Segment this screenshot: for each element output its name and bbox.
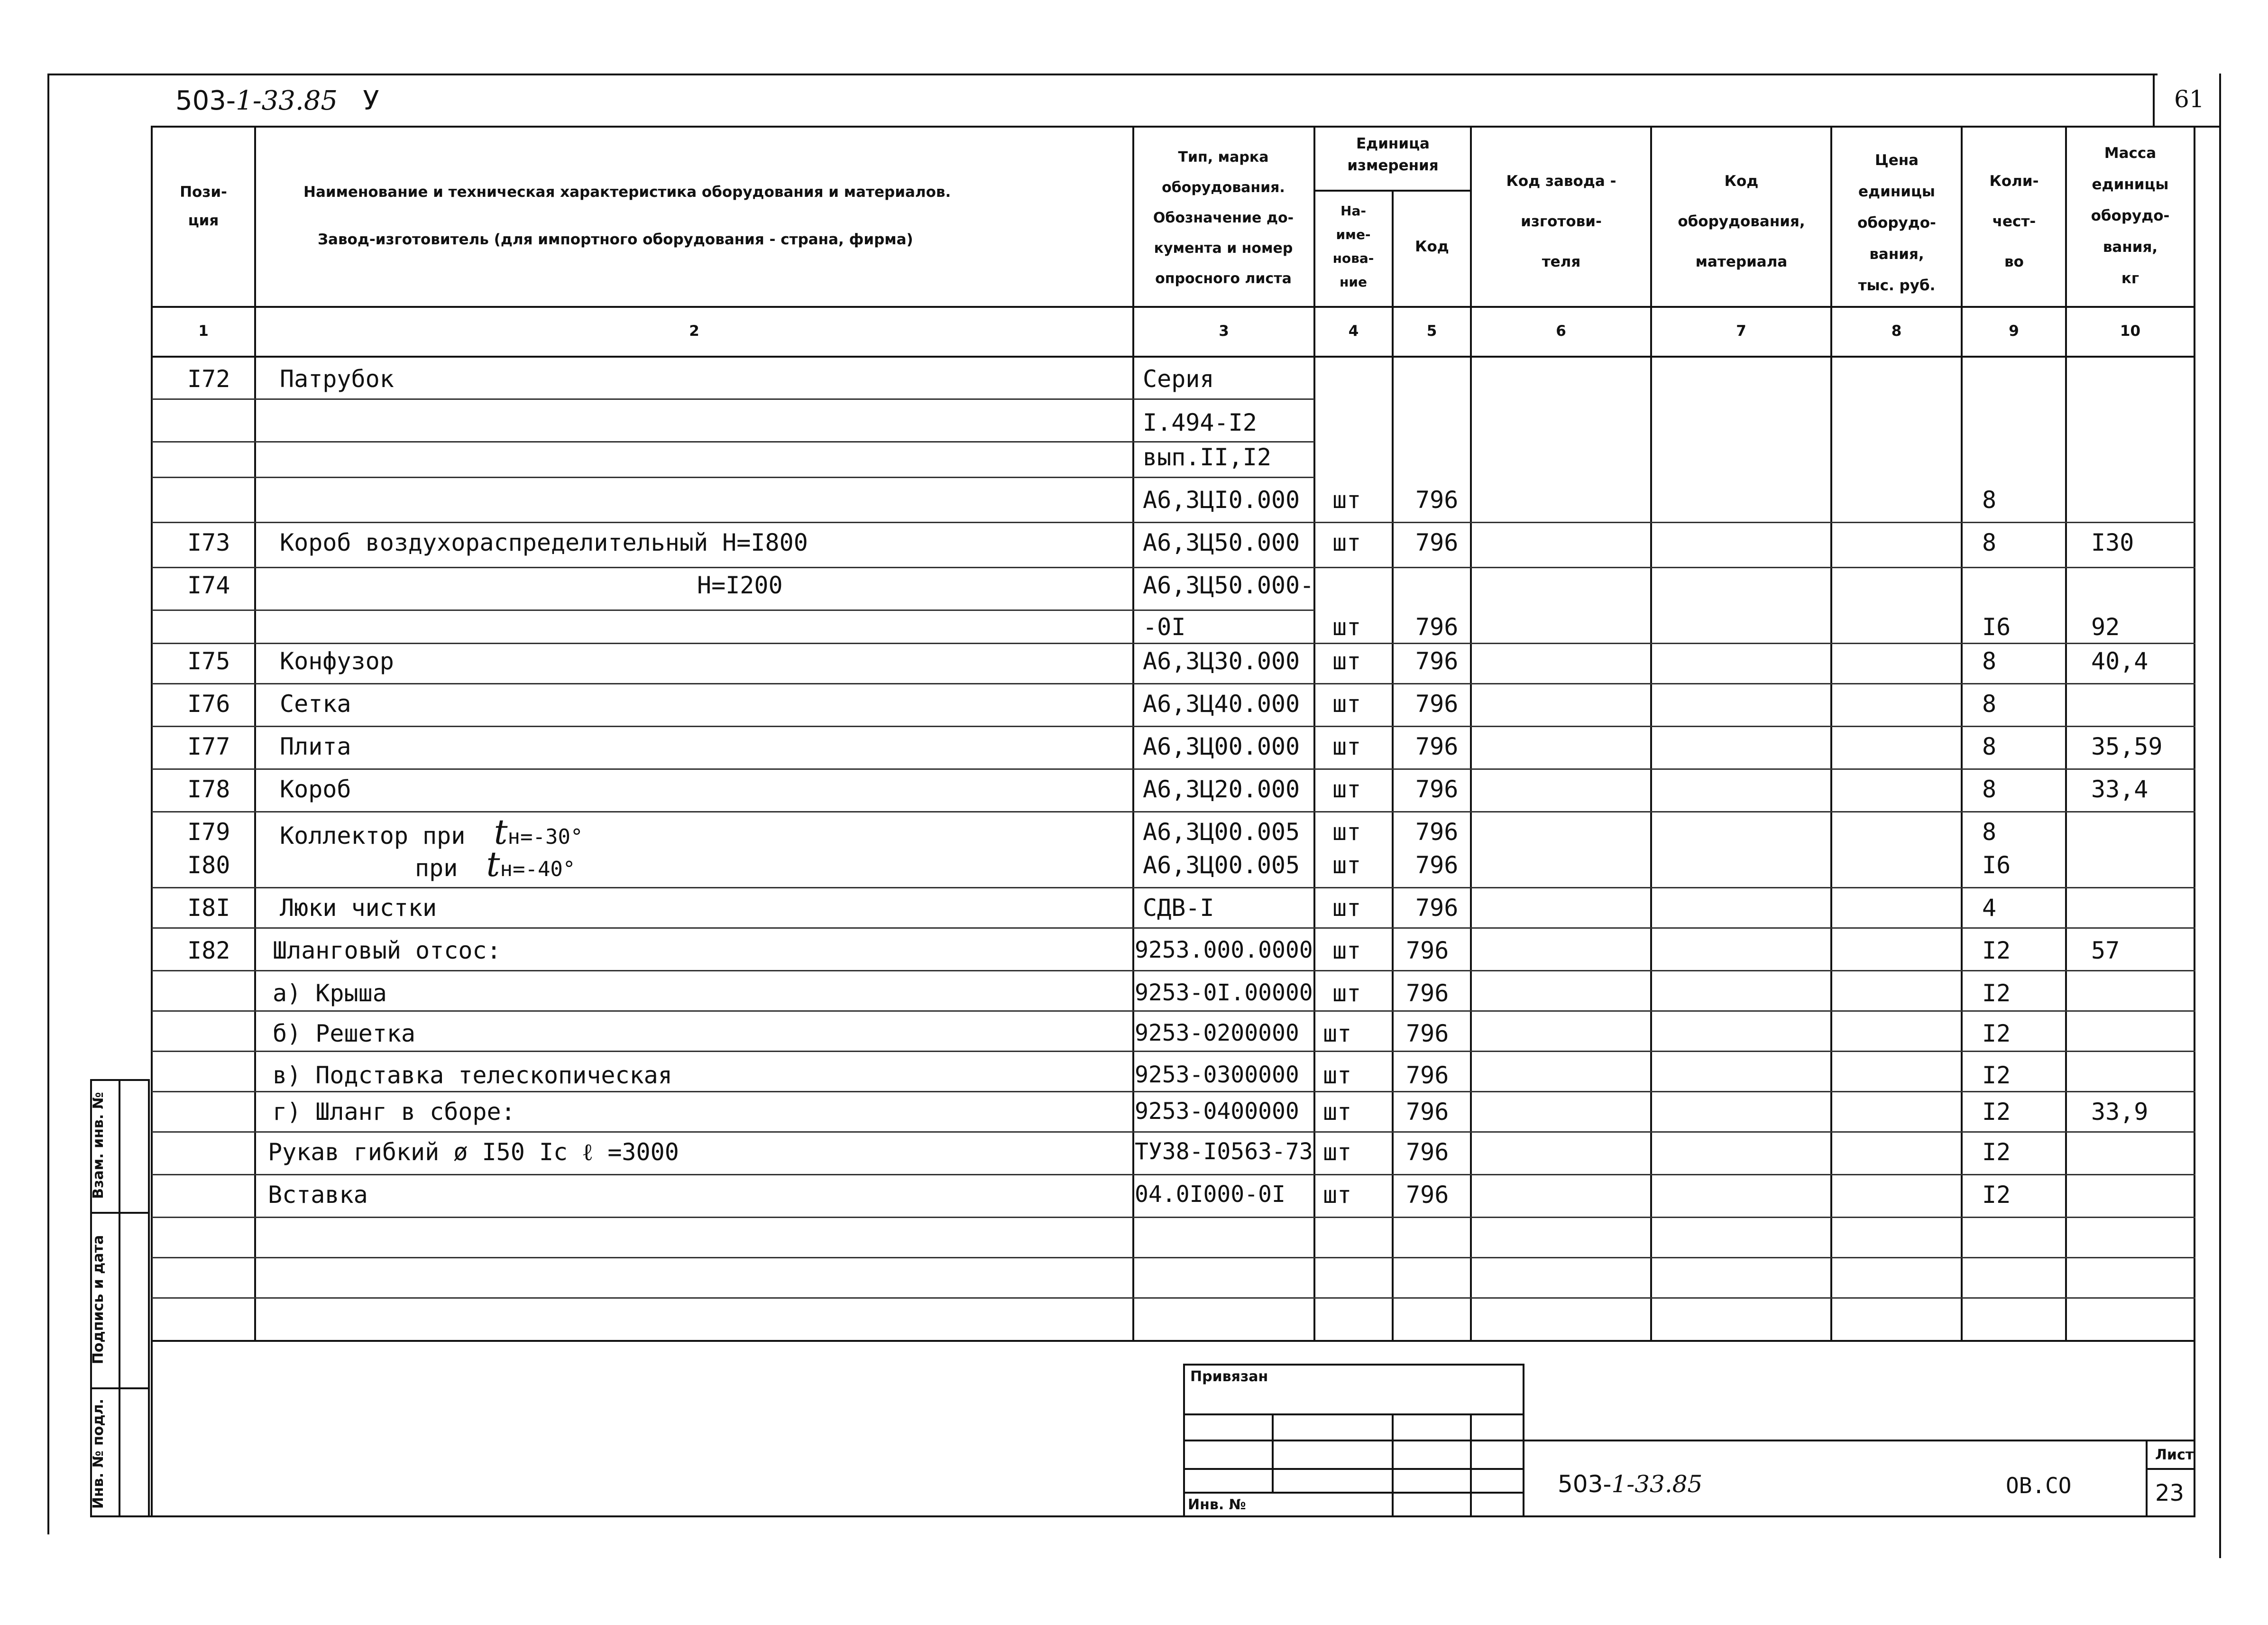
cell-type: ТУ38-I0563-73 — [1135, 1138, 1313, 1165]
cell-pos: I72 — [187, 365, 230, 393]
cell-code: 796 — [1415, 851, 1459, 879]
row-divider — [152, 643, 2195, 644]
stamp-line — [1183, 1492, 1524, 1494]
cell-type: А6,3Ц00.005 — [1143, 818, 1300, 846]
header-col6: Код завода - изготови- теля — [1506, 173, 1616, 270]
cell-qty: 8 — [1982, 486, 1997, 514]
cell-qty: 8 — [1982, 690, 1997, 718]
row-divider — [152, 522, 2195, 523]
row-divider — [152, 477, 1314, 478]
cell-pos: I82 — [187, 937, 230, 964]
cell-name: г) Шланг в сборе: — [273, 1098, 515, 1126]
cell-type: 9253-0I.00000 — [1135, 979, 1313, 1006]
col-line-7 — [1830, 126, 1832, 1341]
cell-type: 9253-0300000 — [1135, 1062, 1299, 1088]
row-divider — [152, 1010, 2195, 1012]
cell-unit: шт — [1332, 647, 1361, 675]
sheet-label: Лист — [2155, 1447, 2194, 1463]
header-col7: Код оборудования, материала — [1678, 173, 1805, 270]
cell-type: Серия — [1143, 365, 1214, 393]
cell-type: 9253-0400000 — [1135, 1098, 1299, 1125]
cell-pos: I78 — [187, 776, 230, 803]
cell-pos: I75 — [187, 647, 230, 675]
col-line-10 — [2194, 126, 2195, 1515]
cell-qty: I2 — [1982, 979, 2011, 1007]
cell-pos: I76 — [187, 690, 230, 718]
cell-qty: I2 — [1982, 937, 2011, 964]
cell-pos: I77 — [187, 733, 230, 760]
header-col5: Код — [1415, 238, 1449, 255]
cell-mass: 92 — [2091, 613, 2120, 641]
cell-qty: I2 — [1982, 1062, 2011, 1089]
colnum-3: 3 — [1219, 323, 1229, 340]
row-divider — [152, 970, 2195, 971]
cell-mass: 35,59 — [2091, 733, 2163, 760]
cell-name: Рукав гибкий ø I50 Iс ℓ =3000 — [268, 1138, 679, 1166]
header-col8: Цена единицы оборудо- вания, тыс. руб. — [1857, 152, 1936, 294]
row-divider — [152, 1131, 2195, 1133]
cell-qty: 8 — [1982, 647, 1997, 675]
row-divider — [152, 768, 2195, 770]
cell-unit: шт — [1332, 486, 1361, 514]
cell-unit: шт — [1332, 979, 1361, 1007]
cell-code: 796 — [1415, 613, 1459, 641]
colnum-8: 8 — [1891, 323, 1902, 340]
cell-code: 796 — [1406, 1098, 1449, 1126]
header-col4: На- име- нова- ние — [1332, 203, 1374, 290]
cell-code: 796 — [1415, 529, 1459, 556]
cell-unit: шт — [1332, 776, 1361, 803]
side-stamp-line — [90, 1212, 150, 1214]
cell-code: 796 — [1406, 937, 1449, 964]
row-divider — [152, 398, 1314, 400]
cell-name: Коллектор при tн=-30° — [280, 812, 583, 852]
cell-mass: 57 — [2091, 937, 2120, 964]
stamp-line — [1183, 1413, 1524, 1415]
cell-unit: шт — [1332, 529, 1361, 556]
cell-code: 796 — [1415, 894, 1459, 922]
row-divider — [152, 609, 1314, 611]
cell-qty: I2 — [1982, 1181, 2011, 1209]
row-divider — [152, 887, 2195, 888]
col-line-1 — [254, 126, 256, 1341]
cell-qty: 8 — [1982, 529, 1997, 556]
cell-type: А6,3Ц50.000 — [1143, 529, 1300, 556]
cell-name: а) Крыша — [273, 979, 387, 1007]
footer-code: 503-1-33.85 — [1558, 1470, 1703, 1498]
cell-mass: 33,9 — [2091, 1098, 2149, 1126]
cell-qty: I2 — [1982, 1020, 2011, 1047]
cell-type: -0I — [1143, 613, 1186, 641]
cell-code: 796 — [1415, 690, 1459, 718]
cell-type: СДВ-I — [1143, 894, 1214, 922]
stamp-privyazan: Привязан — [1190, 1368, 1268, 1385]
cell-pos: I79 — [187, 818, 230, 846]
cell-pos: I8I — [187, 894, 230, 922]
cell-name: Патрубок — [280, 365, 394, 393]
row-divider — [152, 1051, 2195, 1052]
colnum-4: 4 — [1348, 323, 1359, 340]
col-line-4 — [1392, 190, 1394, 1341]
cell-code: 796 — [1406, 1062, 1449, 1089]
cell-code: 796 — [1415, 647, 1459, 675]
cell-type: А6,3Ц50.000- — [1143, 572, 1314, 599]
numbers-bottom-line — [152, 356, 2195, 358]
header-col2: Наименование и техническая характеристика оборудования и материалов. Завод-изготовитель (для импортного оборудования - страна, фирма) — [303, 184, 951, 248]
cell-type: вып.II,I2 — [1143, 443, 1271, 471]
cell-name: Люки чистки — [280, 894, 437, 922]
cell-type: А6,3Ц40.000 — [1143, 690, 1300, 718]
cell-type: А6,3Ц30.000 — [1143, 647, 1300, 675]
cell-unit: шт — [1323, 1062, 1352, 1089]
stamp-line — [1183, 1468, 1524, 1470]
col-line-6 — [1650, 126, 1652, 1341]
footer-sheet-code: ОВ.СО — [2006, 1473, 2072, 1498]
cell-name: в) Подставка телескопическая — [273, 1062, 672, 1089]
cell-pos: I80 — [187, 851, 230, 879]
col-line-3 — [1313, 126, 1315, 1341]
page-frame-left — [47, 74, 49, 1534]
cell-qty: I2 — [1982, 1138, 2011, 1166]
cell-unit: шт — [1323, 1138, 1352, 1166]
cell-unit: шт — [1332, 937, 1361, 964]
cell-unit: шт — [1332, 690, 1361, 718]
cell-qty: I6 — [1982, 851, 2011, 879]
stamp-col — [1272, 1413, 1274, 1492]
cell-qty: 8 — [1982, 818, 1997, 846]
colnum-2: 2 — [689, 323, 699, 340]
cell-type: 04.0I000-0I — [1135, 1181, 1286, 1208]
cell-code: 796 — [1406, 1020, 1449, 1047]
cell-code: 796 — [1415, 776, 1459, 803]
cell-mass: 33,4 — [2091, 776, 2149, 803]
table-bottom-line — [152, 1340, 2195, 1342]
header-col3: Тип, марка оборудования. Обозначение до- кумента и номер опросного листа — [1153, 149, 1294, 287]
colnum-6: 6 — [1556, 323, 1566, 340]
row-divider — [152, 1297, 2195, 1299]
cell-type: А6,3Ц00.000 — [1143, 733, 1300, 760]
sheet-box-divider — [2146, 1468, 2195, 1470]
table-top-line — [152, 126, 2195, 128]
cell-qty: 8 — [1982, 776, 1997, 803]
cell-qty: I6 — [1982, 613, 2011, 641]
col-line-5 — [1470, 126, 1472, 1341]
header-unit-group: Единица измерения — [1347, 135, 1439, 174]
cell-unit: шт — [1332, 613, 1361, 641]
cell-name: Шланговый отсос: — [273, 937, 501, 964]
col-line-8 — [1961, 126, 1963, 1341]
cell-name: при tн=-40° — [415, 844, 576, 884]
frame-bottom-line — [95, 1515, 2195, 1517]
stamp-inv: Инв. № — [1188, 1496, 1246, 1513]
cell-name: Плита — [280, 733, 351, 760]
footer-title-line — [1524, 1440, 2195, 1441]
sheet-number: 23 — [2155, 1480, 2185, 1506]
cell-unit: шт — [1332, 818, 1361, 846]
cell-type: 9253.000.0000 — [1135, 937, 1313, 963]
stamp-col — [1470, 1413, 1472, 1515]
row-divider — [152, 726, 2195, 727]
col-line-9 — [2065, 126, 2067, 1341]
cell-name: Вставка — [268, 1181, 368, 1209]
cell-type: I.494-I2 — [1143, 409, 1257, 436]
cell-code: 796 — [1406, 1138, 1449, 1166]
cell-mass: I30 — [2091, 529, 2134, 556]
cell-type: А6,3ЦI0.000 — [1143, 486, 1300, 514]
row-divider — [152, 1257, 2195, 1258]
cell-name: Конфузор — [280, 647, 394, 675]
side-stamp-divider — [119, 1079, 120, 1517]
cell-unit: шт — [1332, 851, 1361, 879]
cell-type: А6,3Ц20.000 — [1143, 776, 1300, 803]
colnum-1: 1 — [198, 323, 209, 340]
cell-name: б) Решетка — [273, 1020, 416, 1047]
cell-name: Сетка — [280, 690, 351, 718]
side-label-vzam: Взам. инв. № — [90, 1092, 107, 1199]
colnum-5: 5 — [1426, 323, 1437, 340]
colnum-10: 10 — [2120, 323, 2141, 340]
header-col1: Пози- ция — [180, 184, 227, 229]
cell-qty: I2 — [1982, 1098, 2011, 1126]
page-frame-right — [2219, 74, 2221, 1558]
cell-code: 796 — [1406, 1181, 1449, 1209]
cell-unit: шт — [1323, 1181, 1352, 1209]
row-divider — [152, 927, 2195, 929]
header-col10: Масса единицы оборудо- вания, кг — [2091, 145, 2170, 287]
row-divider — [152, 1091, 2195, 1092]
cell-unit: шт — [1323, 1098, 1352, 1126]
cell-qty: 8 — [1982, 733, 1997, 760]
cell-type: А6,3Ц00.005 — [1143, 851, 1300, 879]
cell-code: 796 — [1415, 486, 1459, 514]
row-divider — [152, 567, 2195, 568]
cell-mass: 40,4 — [2091, 647, 2149, 675]
cell-unit: шт — [1323, 1020, 1352, 1047]
header-col9: Коли- чест- во — [1989, 173, 2039, 270]
page-number: 61 — [2174, 85, 2204, 113]
stamp-line — [1183, 1440, 1524, 1441]
row-divider — [152, 441, 1314, 443]
stamp-col — [1392, 1413, 1394, 1515]
side-label-inv: Инв. № подл. — [90, 1398, 107, 1509]
col-line-2 — [1132, 126, 1134, 1341]
colnum-7: 7 — [1736, 323, 1746, 340]
cell-name: Короб — [280, 776, 351, 803]
cell-name: Н=I200 — [697, 572, 783, 599]
row-divider — [152, 1217, 2195, 1218]
series-title: 503-1-33.85 У — [175, 85, 379, 116]
cell-code: 796 — [1406, 979, 1449, 1007]
colnum-9: 9 — [2009, 323, 2019, 340]
cell-unit: шт — [1332, 894, 1361, 922]
cell-name: Короб воздухораспределительный Н=I800 — [280, 529, 808, 556]
unit-group-divider — [1313, 190, 1472, 192]
cell-code: 796 — [1415, 818, 1459, 846]
cell-pos: I74 — [187, 572, 230, 599]
cell-pos: I73 — [187, 529, 230, 556]
header-bottom-line — [152, 306, 2195, 308]
row-divider — [152, 683, 2195, 684]
cell-qty: 4 — [1982, 894, 1997, 922]
side-label-podpis: Подпись и дата — [90, 1235, 107, 1365]
page-frame-top — [47, 74, 2158, 75]
cell-code: 796 — [1415, 733, 1459, 760]
cell-type: 9253-0200000 — [1135, 1020, 1299, 1046]
cell-unit: шт — [1332, 733, 1361, 760]
row-divider — [152, 1174, 2195, 1175]
